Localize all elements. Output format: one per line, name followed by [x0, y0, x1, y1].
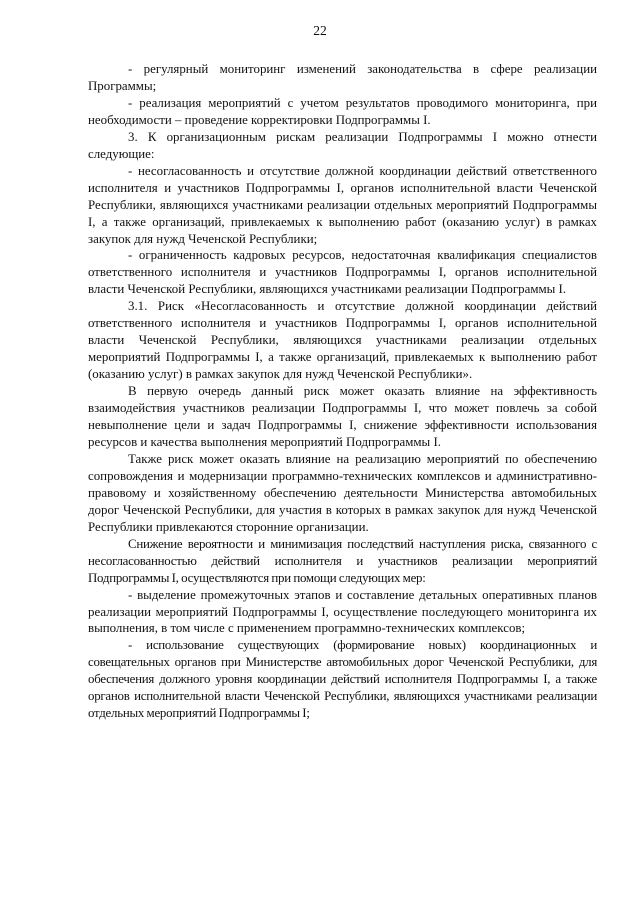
- paragraph-risk-3-1: 3.1. Риск «Несогласованность и отсутствие должной координации действий ответственного исполнителя и участников Подпрограммы I, органов исполнительной власти Чеченской Республики, являющихся участниками реализации отдельных мероприятий Подпрограммы I, а также организаций, привлекаемых к выполнению работ (оказанию услуг) в рамках закупок для нужд Чеченской Республики».: [88, 299, 597, 382]
- paragraph-mitigation-intro: Снижение вероятности и минимизация последствий наступления риска, связанного с несогласованностью действий исполнителя и участников реализации мероприятий Подпрограммы I, осуществляются при помощи следующих мер:: [88, 536, 597, 585]
- paragraph-monitoring-legislation: - регулярный мониторинг изменений законодательства в сфере реализации Программы;: [88, 62, 597, 93]
- paragraph-measure-stages: - выделение промежуточных этапов и составление детальных оперативных планов реализации мероприятий Подпрограммы I, осуществление последующего мониторинга их выполнения, в том числе с применением программно-технических комплексов;: [88, 587, 597, 636]
- paragraph-risk-impact-effectiveness: В первую очередь данный риск может оказать влияние на эффективность взаимодействия участников реализации Подпрограммы I, что может повлечь за собой невыполнение цели и задач Подпрограммы I, снижение эффективности использования ресурсов и качества выполнения мероприятий Подпрограммы I.: [88, 384, 597, 449]
- page-number: 22: [313, 23, 327, 38]
- paragraph-measure-coordination-bodies: - использование существующих (формирование новых) координационных и совещательных органов при Министерстве автомобильных дорог Чеченской Республики, для обеспечения должного уровня координации действий исполнителя Подпрограммы I, а также органов исполнительной власти Чеченской Республики, являющихся участниками реализации отдельных мероприятий Подпрограммы I;: [88, 638, 597, 721]
- document-body: [88, 61, 597, 722]
- paragraph-risk-lack-of-coordination: - несогласованность и отсутствие должной координации действий ответственного исполнителя и участников Подпрограммы I, органов исполнительной власти Чеченской Республики, являющихся участниками реализации отдельных мероприятий Подпрограммы I, а также организаций, привлекаемых к выполнению работ (оказанию услуг) в рамках закупок для нужд Чеченской Республики;: [88, 163, 597, 246]
- paragraph-organizational-risks-heading: 3. К организационным рискам реализации Подпрограммы I можно отнести следующие:: [88, 129, 597, 161]
- paragraph-risk-impact-activities: Также риск может оказать влияние на реализацию мероприятий по обеспечению сопровождения и модернизации программно-технических комплексов и административно-правовому и хозяйственному обеспечению деятельности Министерства автомобильных дорог Чеченской Республики, для участия в которых в рамках закупок для нужд Чеченской Республики привлекаются сторонние организации.: [88, 451, 597, 534]
- paragraph-risk-limited-staff: - ограниченность кадровых ресурсов, недостаточная квалификация специалистов ответственного исполнителя и участников Подпрограммы I, органов исполнительной власти Чеченской Республики, являющихся участниками реализации Подпрограммы I.: [88, 248, 597, 297]
- paragraph-implementation-monitoring: - реализация мероприятий с учетом результатов проводимого мониторинга, при необходимости – проведение корректировки Подпрограммы I.: [88, 95, 597, 127]
